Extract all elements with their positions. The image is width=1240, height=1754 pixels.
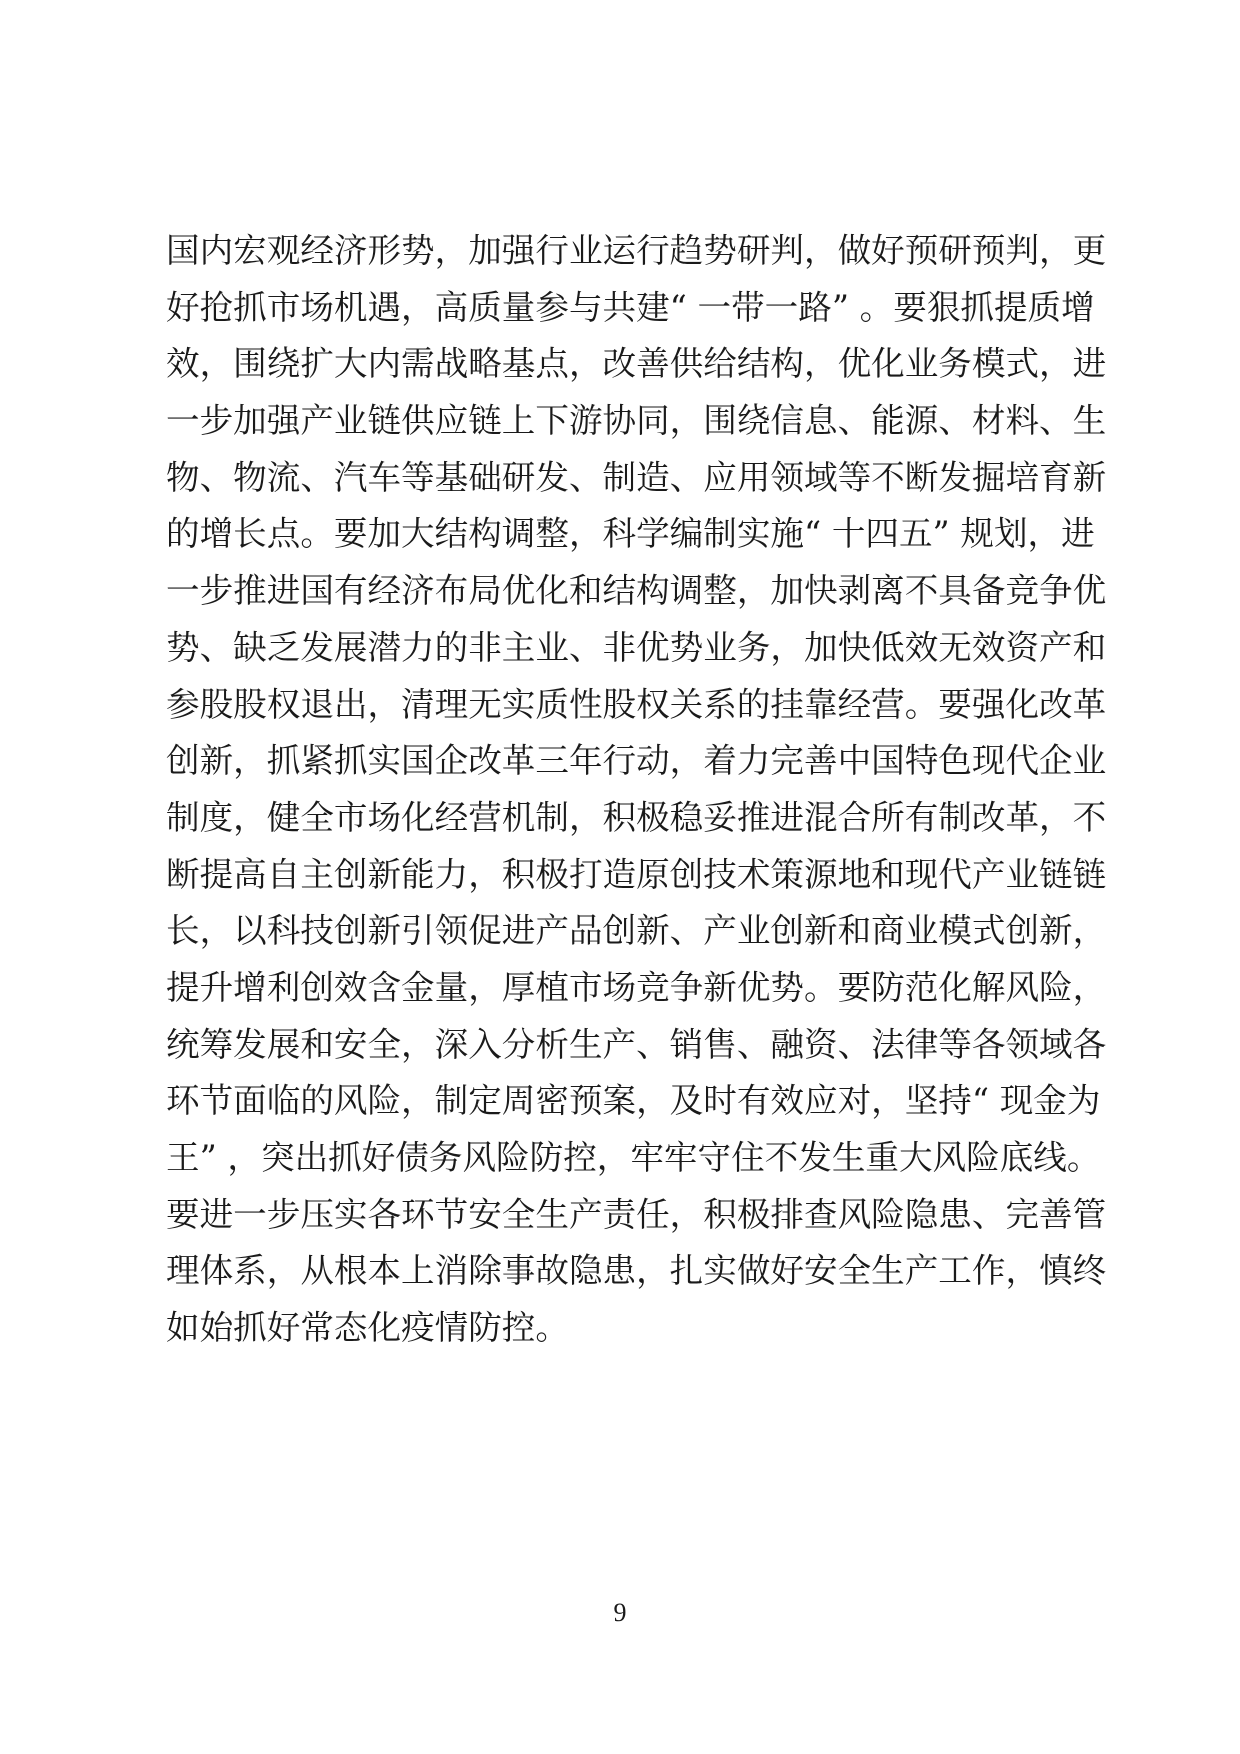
text-line: 创新，抓紧抓实国企改革三年行动，着力完善中国特色现代企业: [166, 741, 1107, 781]
text-line: 势、缺乏发展潜力的非主业、非优势业务，加快低效无效资产和: [166, 627, 1107, 667]
text-line: 物、物流、汽车等基础研发、制造、应用领域等不断发掘培育新: [166, 457, 1107, 497]
text-line: 断提高自主创新能力，积极打造原创技术策源地和现代产业链链: [166, 854, 1107, 894]
text-line: 提升增利创效含金量，厚植市场竞争新优势。要防范化解风险，: [166, 967, 1107, 1007]
text-line: 环节面临的风险，制定周密预案，及时有效应对，坚持“ 现金为: [166, 1081, 1101, 1121]
text-line: 王” ，突出抓好债务风险防控，牢牢守住不发生重大风险底线。: [166, 1138, 1101, 1177]
text-line: 一步推进国有经济布局优化和结构调整，加快剥离不具备竞争优: [166, 571, 1107, 611]
text-line: 效，围绕扩大内需战略基点，改善供给结构，优化业务模式，进: [166, 344, 1107, 384]
text-line: 参股股权退出，清理无实质性股权关系的挂靠经营。要强化改革: [166, 684, 1107, 724]
text-line: 统筹发展和安全，深入分析生产、销售、融资、法律等各领域各: [166, 1024, 1107, 1064]
text-line: 如始抓好常态化疫情防控。: [166, 1308, 569, 1348]
text-line: 理体系，从根本上消除事故隐患，扎实做好安全生产工作，慎终: [166, 1251, 1107, 1291]
page-number: 9: [613, 1598, 627, 1627]
text-line: 要进一步压实各环节安全生产责任，积极排查风险隐患、完善管: [166, 1194, 1107, 1234]
text-line: 制度，健全市场化经营机制，积极稳妥推进混合所有制改革，不: [166, 797, 1107, 837]
body-paragraph: [166, 223, 1107, 1357]
text-line: 的增长点。要加大结构调整，科学编制实施“ 十四五” 规划，进: [166, 514, 1095, 554]
text-line: 好抢抓市场机遇，高质量参与共建“ 一带一路” 。要狠抓提质增: [166, 287, 1095, 327]
text-line: 国内宏观经济形势，加强行业运行趋势研判，做好预研预判，更: [166, 231, 1107, 270]
text-line: 一步加强产业链供应链上下游协同，围绕信息、能源、材料、生: [166, 401, 1107, 441]
text-line: 长，以科技创新引领促进产品创新、产业创新和商业模式创新，: [166, 911, 1107, 951]
